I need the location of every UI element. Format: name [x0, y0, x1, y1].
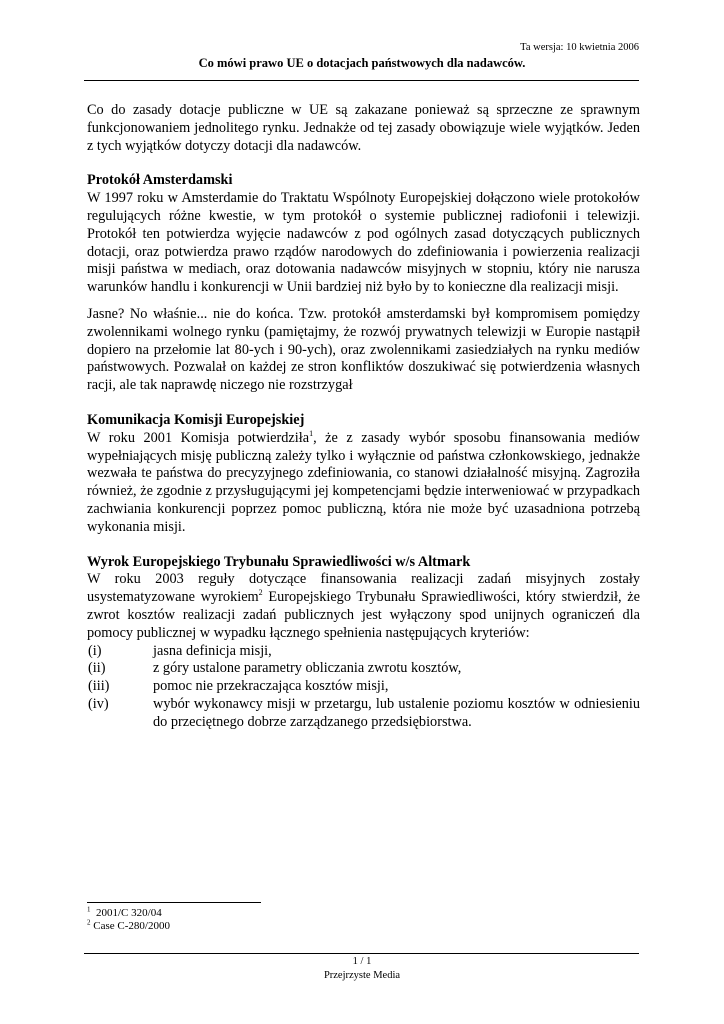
- paragraph-text: , że z zasady wybór sposobu finansowania mediów wypełniających misję publiczną zależy tylko i wyłącznie od państwa członkowskiego, jednakże wezwała te państwa do precyzyjnego zdefiniowania, co stanowi działalność misyjną. Zagroziła również, że zgodnie z przysługującymi jej kompetencjami będzie interweniować w przypadkach zachwiania konkurencji poprzez pomoc publiczną, która nie może być uzasadniona potrzebą wykonania misji.: [87, 429, 640, 535]
- section-heading: Wyrok Europejskiego Trybunału Sprawiedliwości w/s Altmark: [87, 553, 471, 570]
- criteria-list: [87, 643, 640, 732]
- list-item-number: (i): [88, 642, 102, 659]
- header-version-date: Ta wersja: 10 kwietnia 2006: [520, 42, 639, 53]
- section-paragraph: Jasne? No właśnie... nie do końca. Tzw. protokół amsterdamski był kompromisem pomiędzy zwolennikami wolnego rynku (pamiętajmy, że rozwój prywatnych telewizji w Europie nastąpił dopiero na przełomie lat 80-ych i 90-ych), oraz zwolennikami zasiedziałych na rynku mediów państwowych. Pozwalał on każdej ze stron konfliktów doszukiwać się potwierdzenia własnych racji, ale tak naprawdę niczego nie rozstrzygał: [87, 305, 640, 394]
- footnote-text: 2001/C 320/04: [96, 907, 162, 919]
- footnote-reference[interactable]: 2: [258, 588, 263, 598]
- paragraph-text: Europejskiego Trybunału Sprawiedliwości, który stwierdził, że zwrot kosztów realizacji zadań publicznych jest wyłączony spod unijnych ograniczeń dla pomocy publicznej w wypadku łącznego spełnienia następujących kryteriów:: [87, 589, 641, 641]
- footer-divider: [84, 953, 639, 954]
- list-item-text: z góry ustalone parametry obliczania zwrotu kosztów,: [153, 660, 462, 677]
- list-item: [87, 696, 640, 732]
- section-amsterdam: [87, 172, 640, 395]
- section-paragraph: [87, 571, 640, 642]
- list-item-number: (ii): [88, 660, 106, 677]
- footer-organization: Przejrzyste Media: [323, 970, 401, 981]
- section-commission: [87, 412, 640, 537]
- section-heading: Protokół Amsterdamski: [87, 172, 233, 189]
- footnotes: [87, 907, 170, 933]
- document-body: [87, 102, 640, 732]
- page-number: 1 / 1: [352, 956, 372, 967]
- list-item: [87, 660, 640, 678]
- list-item-number: (iv): [88, 695, 109, 712]
- section-paragraph: [87, 430, 640, 537]
- footnote: [87, 920, 170, 933]
- list-item-text: pomoc nie przekraczająca kosztów misji,: [153, 678, 389, 695]
- footnote-reference[interactable]: 1: [309, 428, 314, 438]
- paragraph-text: W roku 2003 reguły dotyczące finansowania realizacji zadań misyjnych zostały usystematyzowane wyrokiem: [87, 571, 640, 606]
- intro-paragraph: Co do zasady dotacje publiczne w UE są zakazane ponieważ są sprzeczne ze sprawnym funkcjonowaniem jednolitego rynku. Jednakże od tej zasady obowiązuje wiele wyjątków. Jeden z tych wyjątków dotyczy dotacji dla nadawców.: [87, 102, 640, 154]
- list-item-text: wybór wykonawcy misji w przetargu, lub ustalenie poziomu kosztów w odniesieniu do przeciętnego dobrze zarządzanego przedsiębiorstwa.: [153, 695, 640, 730]
- footnote-text: Case C-280/2000: [93, 920, 170, 932]
- header-divider: [84, 80, 639, 81]
- footnote-divider: [87, 902, 261, 903]
- paragraph-text: W roku 2001 Komisja potwierdziła: [87, 429, 310, 446]
- section-altmark: [87, 554, 640, 732]
- footnote-mark: 1: [87, 905, 91, 914]
- list-item-text: jasna definicja misji,: [153, 642, 272, 659]
- list-item-number: (iii): [88, 678, 110, 695]
- footnote: [87, 907, 170, 920]
- section-paragraph: W 1997 roku w Amsterdamie do Traktatu Wspólnoty Europejskiej dołączono wiele protokołów regulujących różne kwestie, w tym protokół o systemie publicznej radiofonii i telewizji. Protokół ten potwierdza wyjęcie nadawców z pod ogólnych zasad dotyczących publicznych dotacji, oraz potwierdza prawo rządów narodowych do zdefiniowania i powierzenia realizacji misji państwa w mediach, oraz dotowania nadawców misyjnych w stopniu, który nie narusza warunków handlu i konkurencji w Unii bardziej niż było by to konieczne dla realizacji misji.: [87, 190, 640, 296]
- footnote-mark: 2: [87, 918, 91, 927]
- header-title: Co mówi prawo UE o dotacjach państwowych dla nadawców.: [198, 56, 526, 70]
- list-item: [87, 643, 640, 661]
- list-item: [87, 678, 640, 696]
- section-heading: Komunikacja Komisji Europejskiej: [87, 411, 305, 428]
